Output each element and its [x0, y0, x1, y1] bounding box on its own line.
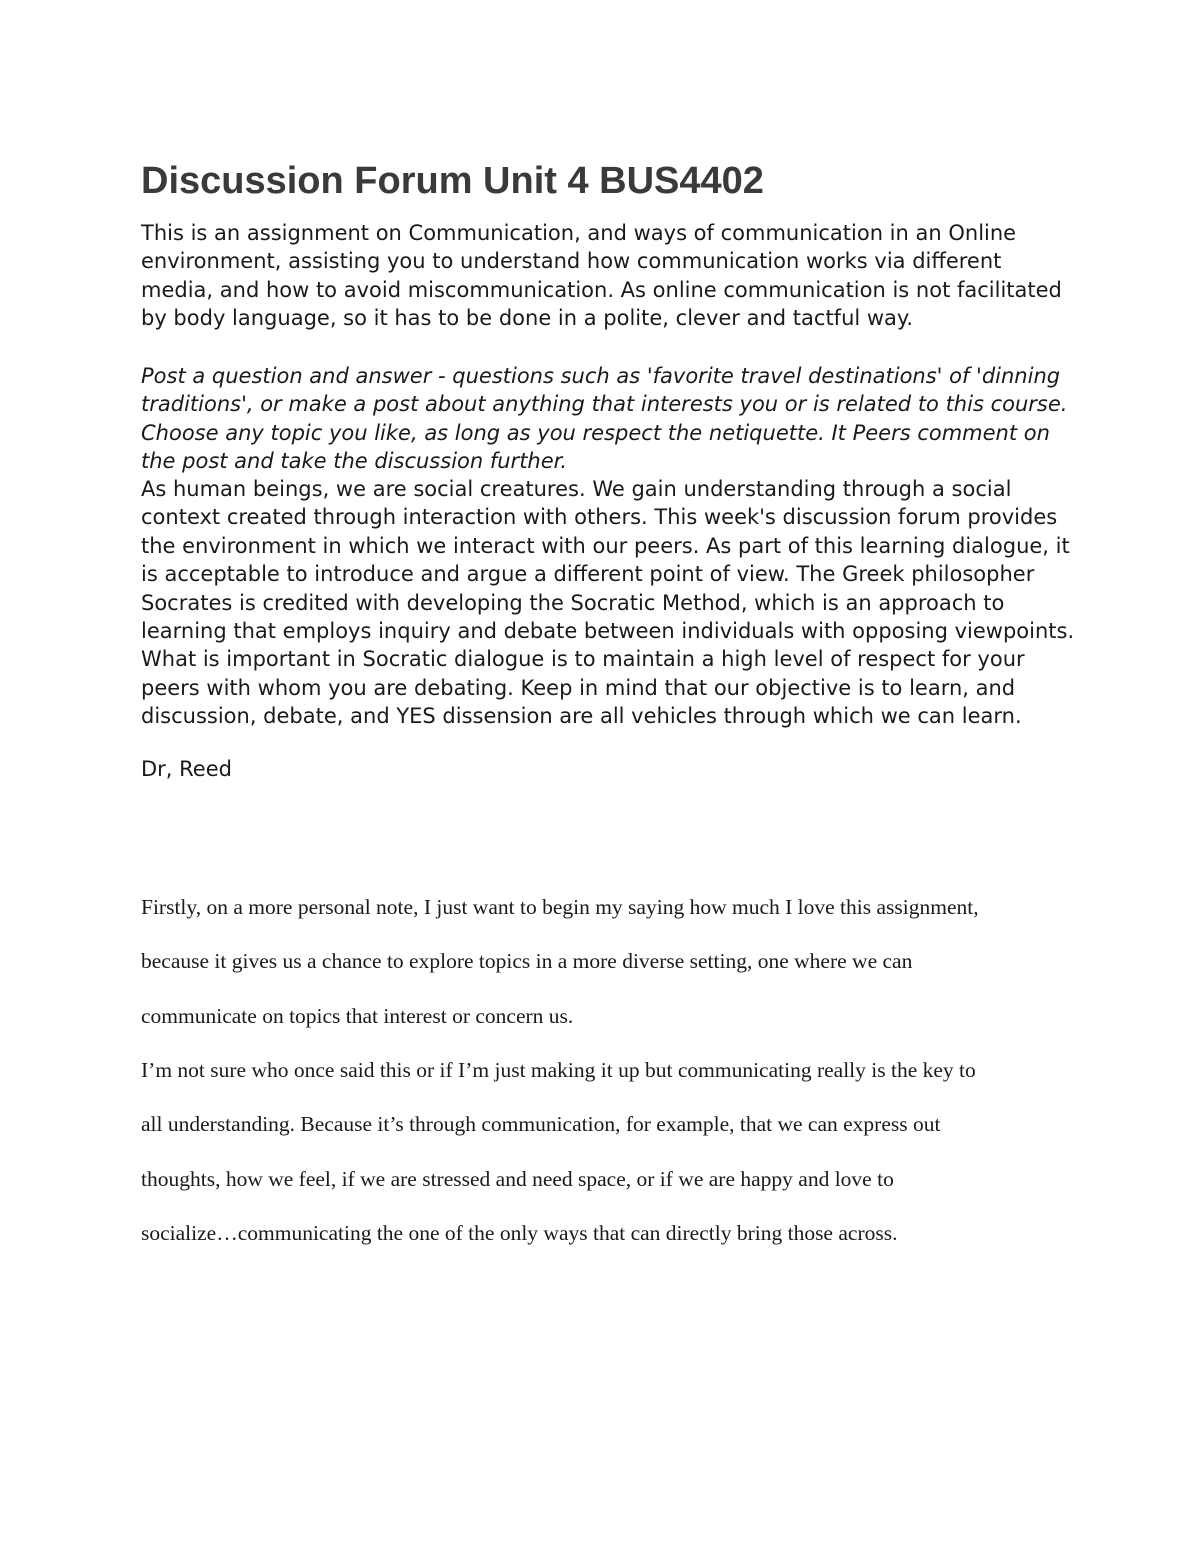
- reply-line: I’m not sure who once said this or if I’m just making it up but communicating really is the key to: [141, 1058, 976, 1082]
- reply-line: communicate on topics that interest or concern us.: [141, 1003, 574, 1028]
- socratic-line: What is important in Socratic dialogue is to maintain a high level of respect for your: [141, 647, 1025, 672]
- prompt-line: traditions', or make a post about anything that interests you or is related to this course.: [141, 392, 1068, 417]
- page-title: Discussion Forum Unit 4 BUS4402: [141, 160, 764, 202]
- intro-line: This is an assignment on Communication, and ways of communication in an Online: [141, 221, 1017, 245]
- reply-paragraph-2: [141, 1043, 1081, 1261]
- socratic-line: Socrates is credited with developing the Socratic Method, which is an approach to: [141, 590, 1005, 615]
- socratic-line: peers with whom you are debating. Keep in mind that our objective is to learn, and: [141, 675, 1016, 700]
- assignment-intro: [141, 219, 1071, 333]
- socratic-line: As human beings, we are social creatures. We gain understanding through a social: [141, 477, 1012, 501]
- socratic-line: discussion, debate, and YES dissension are all vehicles through which we can learn.: [141, 704, 1022, 729]
- socratic-line: the environment in which we interact with our peers. As part of this learning dialogue, it: [141, 533, 1070, 558]
- reply-line: all understanding. Because it’s through communication, for example, that we can express out: [141, 1112, 941, 1137]
- reply-line: Firstly, on a more personal note, I just want to begin my saying how much I love this assignment,: [141, 895, 979, 919]
- prompt-line: Choose any topic you like, as long as you respect the netiquette. It Peers comment on: [141, 420, 1050, 445]
- reply-line: thoughts, how we feel, if we are stressed and need space, or if we are happy and love to: [141, 1166, 894, 1191]
- socratic-paragraph: [141, 475, 1075, 731]
- intro-line: by body language, so it has to be done in a polite, clever and tactful way.: [141, 306, 914, 331]
- reply-line: socialize…communicating the one of the only ways that can directly bring those across.: [141, 1221, 898, 1246]
- socratic-line: context created through interaction with others. This week's discussion forum provides: [141, 505, 1058, 530]
- prompt-line: the post and take the discussion further.: [141, 449, 568, 474]
- socratic-line: learning that employs inquiry and debate between individuals with opposing viewpoints.: [141, 619, 1075, 644]
- socratic-line: is acceptable to introduce and argue a different point of view. The Greek philosopher: [141, 562, 1035, 587]
- instructor-signature: Dr, Reed: [141, 757, 232, 781]
- reply-line: because it gives us a chance to explore topics in a more diverse setting, one where we can: [141, 949, 913, 974]
- reply-paragraph-1: [141, 880, 1081, 1043]
- intro-line: media, and how to avoid miscommunication. As online communication is not facilitated: [141, 277, 1062, 302]
- intro-line: environment, assisting you to understand how communication works via different: [141, 249, 1002, 274]
- prompt-line: Post a question and answer - questions such as 'favorite travel destinations' of 'dinning: [141, 364, 1061, 388]
- assignment-prompt: [141, 362, 1071, 476]
